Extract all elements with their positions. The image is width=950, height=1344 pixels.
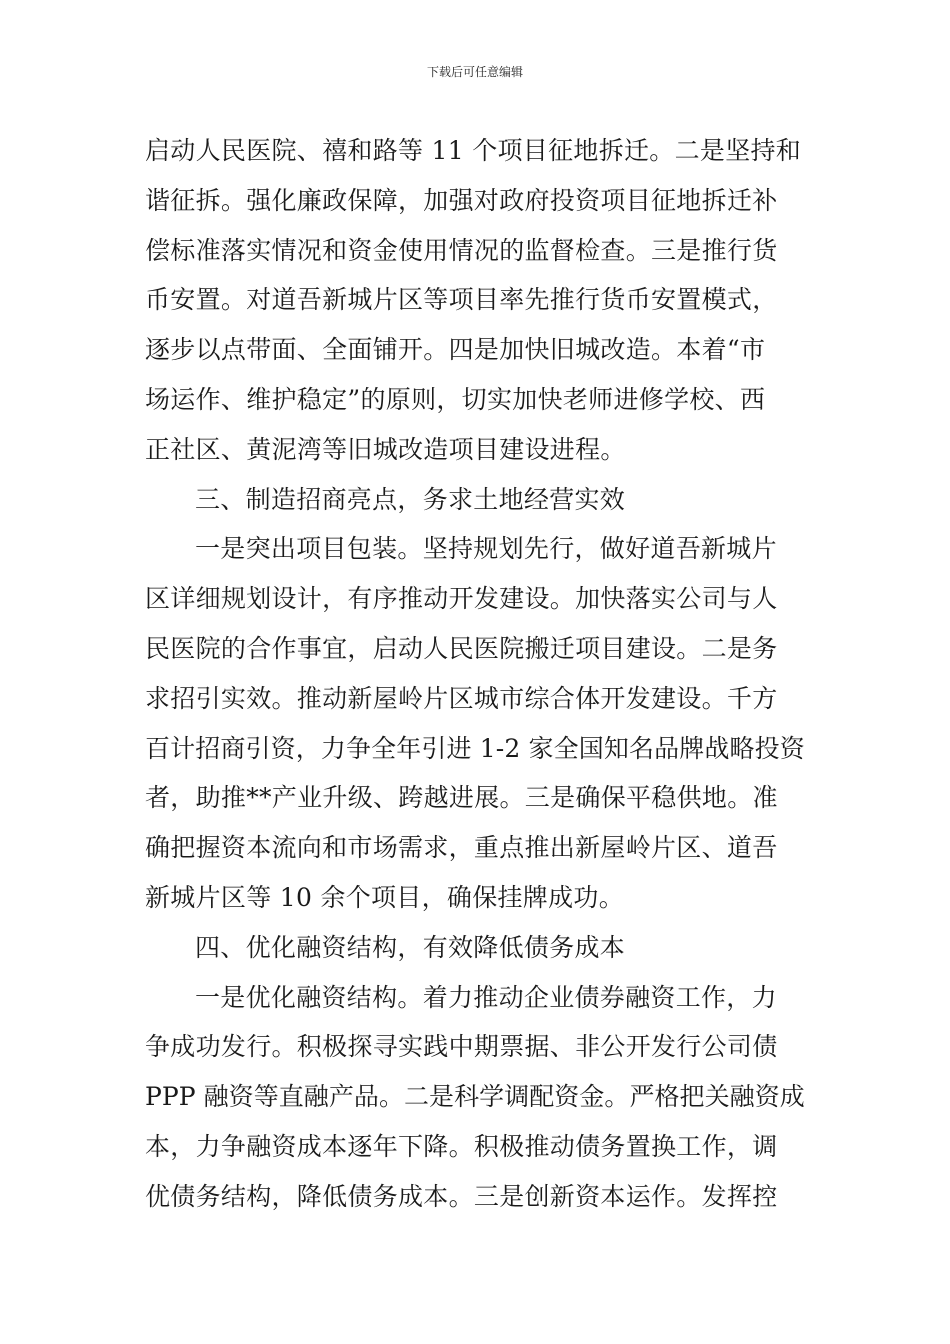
text-line: 区详细规划设计，有序推动开发建设。加快落实公司与人 bbox=[145, 584, 778, 614]
text-line: 四、优化融资结构，有效降低债务成本 bbox=[195, 932, 626, 962]
text-line: 偿标准落实情况和资金使用情况的监督检查。三是推行货 bbox=[145, 235, 778, 265]
text-line: 求招引实效。推动新屋岭片区城市综合体开发建设。千方 bbox=[145, 683, 778, 713]
text-line: 三、制造招商亮点，务求土地经营实效 bbox=[195, 484, 626, 514]
text-line: 谐征拆。强化廉政保障，加强对政府投资项目征地拆迁补 bbox=[145, 185, 778, 215]
text-line: 正社区、黄泥湾等旧城改造项目建设进程。 bbox=[145, 434, 626, 464]
text-line: 启动人民医院、禧和路等 11 个项目征地拆迁。二是坚持和 bbox=[145, 136, 802, 165]
text-line: 确把握资本流向和市场需求，重点推出新屋岭片区、道吾 bbox=[145, 833, 778, 863]
text-line: 一是优化融资结构。着力推动企业债券融资工作，力 bbox=[195, 982, 777, 1012]
text-line: 百计招商引资，力争全年引进 1-2 家全国知名品牌战略投资 bbox=[145, 733, 805, 763]
text-line: 者，助推**产业升级、跨越进展。三是确保平稳供地。准 bbox=[145, 783, 778, 813]
text-line: 一是突出项目包装。坚持规划先行，做好道吾新城片 bbox=[195, 534, 777, 564]
body-text bbox=[145, 126, 805, 1222]
text-line: 场运作、维护稳定”的原则，切实加快老师进修学校、西 bbox=[145, 384, 766, 414]
text-line: 新城片区等 10 余个项目，确保挂牌成功。 bbox=[145, 882, 625, 912]
text-line: 本，力争融资成本逐年下降。积极推动债务置换工作，调 bbox=[145, 1131, 778, 1161]
page-header: 下载后可任意编辑 bbox=[426, 65, 523, 79]
text-line: 优债务结构，降低债务成本。三是创新资本运作。发挥控 bbox=[145, 1181, 778, 1211]
text-line: 争成功发行。积极探寻实践中期票据、非公开发行公司债 bbox=[145, 1032, 778, 1062]
text-line: 逐步以点带面、全面铺开。四是加快旧城改造。本着“市 bbox=[145, 335, 766, 365]
text-line: 民医院的合作事宜，启动人民医院搬迁项目建设。二是务 bbox=[145, 633, 778, 663]
text-line: PPP 融资等直融产品。二是科学调配资金。严格把关融资成 bbox=[145, 1082, 805, 1112]
text-line: 币安置。对道吾新城片区等项目率先推行货币安置模式， bbox=[145, 285, 778, 315]
